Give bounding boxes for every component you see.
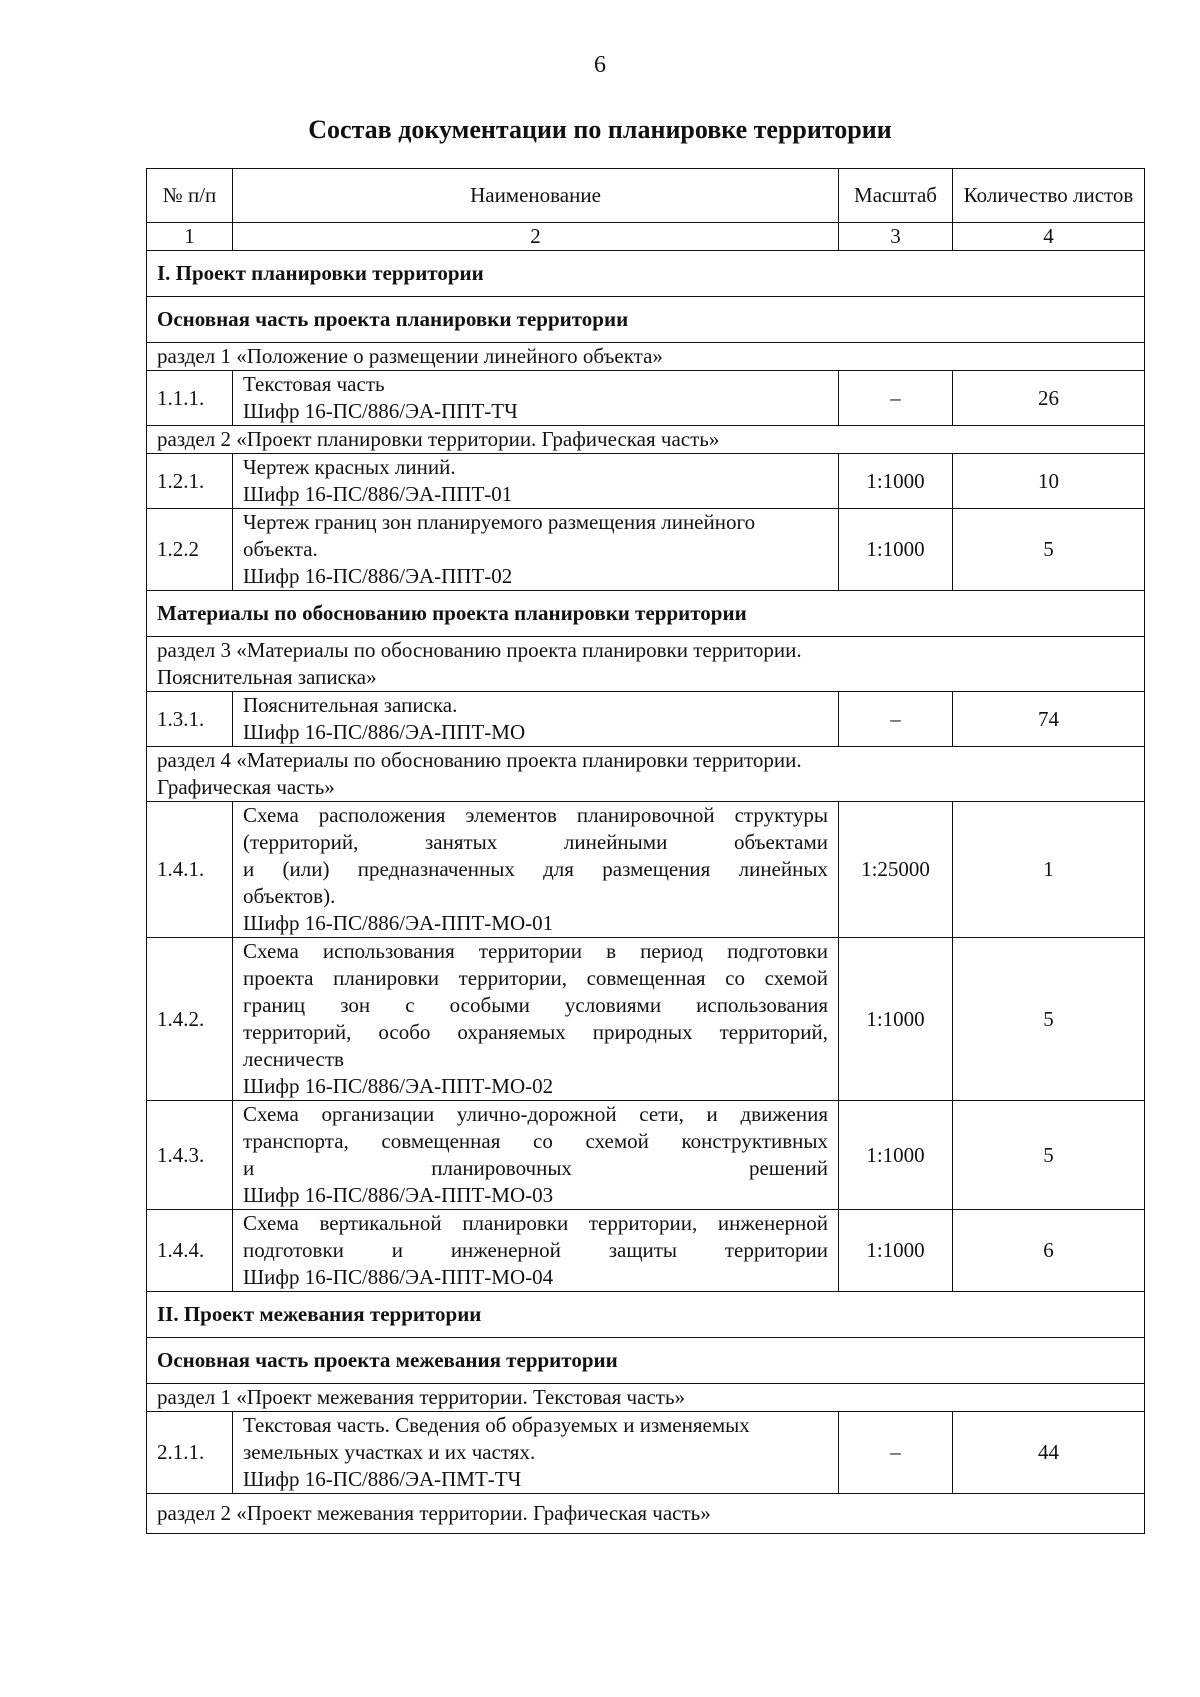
document-title: Состав документации по планировке территории [308, 115, 892, 144]
item-number: 1.4.3. [147, 1101, 233, 1210]
item-scale: 1:1000 [839, 1101, 953, 1210]
text-line: и планировочных решений [243, 1156, 828, 1180]
text-line: Шифр 16-ПС/886/ЭА-ППТ-МО-03 [243, 1183, 554, 1207]
table-row [147, 371, 1145, 426]
item-name [233, 1101, 839, 1210]
item-name [233, 509, 839, 591]
text-line: Шифр 16-ПС/886/ЭА-ППТ-МО-01 [243, 911, 554, 935]
item-number: 2.1.1. [147, 1412, 233, 1494]
item-number: 1.2.1. [147, 454, 233, 509]
item-sheets: 10 [953, 454, 1145, 509]
table-row [147, 938, 1145, 1101]
text-line: объектов). [243, 884, 336, 908]
part-title [147, 1494, 1145, 1534]
part-row [147, 426, 1145, 454]
text-line: раздел 2 «Проект планировки территории. Графическая часть» [157, 427, 720, 451]
item-scale: 1:1000 [839, 938, 953, 1101]
text-line: Чертеж границ зон планируемого размещения линейного [243, 510, 756, 534]
item-sheets: 1 [953, 802, 1145, 938]
header-index-3: 3 [839, 223, 953, 251]
item-scale: 1:1000 [839, 1210, 953, 1292]
part-title [147, 1384, 1145, 1412]
text-line: Пояснительная записка. [243, 693, 458, 717]
item-sheets: 5 [953, 938, 1145, 1101]
text-line: Шифр 16-ПС/886/ЭА-ПМТ-ТЧ [243, 1467, 522, 1491]
item-name [233, 1210, 839, 1292]
table-row [147, 1101, 1145, 1210]
part-title [147, 343, 1145, 371]
item-number: 1.4.1. [147, 802, 233, 938]
text-line: границ зон с особыми условиями использования [243, 993, 828, 1017]
section-heading [147, 251, 1145, 297]
item-sheets: 5 [953, 509, 1145, 591]
text-line: раздел 2 «Проект межевания территории. Графическая часть» [157, 1501, 711, 1525]
text-line: Схема расположения элементов планировочной структуры [243, 803, 828, 827]
item-scale: 1:1000 [839, 454, 953, 509]
text-line: I. Проект планировки территории [157, 261, 484, 285]
text-line: Шифр 16-ПС/886/ЭА-ППТ-ТЧ [243, 399, 518, 423]
item-scale: – [839, 371, 953, 426]
subsection-row [147, 297, 1145, 343]
item-sheets: 6 [953, 1210, 1145, 1292]
text-line: Шифр 16-ПС/886/ЭА-ППТ-МО [243, 720, 526, 744]
text-line: лесничеств [243, 1047, 344, 1071]
table-row [147, 509, 1145, 591]
table-row [147, 1210, 1145, 1292]
header-number: № п/п [147, 169, 233, 223]
table-row [147, 454, 1145, 509]
part-row [147, 343, 1145, 371]
text-line: Схема использования территории в период подготовки [243, 939, 828, 963]
part-row [147, 1494, 1145, 1534]
header-index-4: 4 [953, 223, 1145, 251]
header-index-row [147, 223, 1145, 251]
table-row [147, 802, 1145, 938]
text-line: Схема организации улично-дорожной сети, и движения [243, 1102, 828, 1126]
item-name [233, 802, 839, 938]
text-line: объекта. [243, 537, 318, 561]
item-number: 1.4.2. [147, 938, 233, 1101]
section-heading [147, 1292, 1145, 1338]
item-sheets: 44 [953, 1412, 1145, 1494]
text-line: (территорий, занятых линейными объектами [243, 830, 828, 854]
item-sheets: 5 [953, 1101, 1145, 1210]
header-row [147, 169, 1145, 223]
text-line: Пояснительная записка» [157, 665, 377, 689]
text-line: территорий, особо охраняемых природных территорий, [243, 1020, 828, 1044]
item-scale: – [839, 692, 953, 747]
item-number: 1.2.2 [147, 509, 233, 591]
item-scale: – [839, 1412, 953, 1494]
text-line: Графическая часть» [157, 775, 335, 799]
text-line: Шифр 16-ПС/886/ЭА-ППТ-02 [243, 564, 513, 588]
text-line: земельных участках и их частях. [243, 1440, 536, 1464]
text-line: Основная часть проекта планировки территории [157, 307, 629, 331]
header-index-2: 2 [233, 223, 839, 251]
part-title [147, 747, 1145, 802]
table-row [147, 692, 1145, 747]
text-line: Текстовая часть [243, 372, 385, 396]
text-line: Материалы по обоснованию проекта планировки территории [157, 601, 747, 625]
item-scale: 1:25000 [839, 802, 953, 938]
part-row [147, 1384, 1145, 1412]
text-line: раздел 1 «Положение о размещении линейного объекта» [157, 344, 663, 368]
header-sheets: Количество листов [953, 169, 1145, 223]
section-row [147, 251, 1145, 297]
text-line: Шифр 16-ПС/886/ЭА-ППТ-МО-04 [243, 1265, 554, 1289]
item-number: 1.3.1. [147, 692, 233, 747]
part-title [147, 426, 1145, 454]
subsection-heading [147, 591, 1145, 637]
item-name [233, 371, 839, 426]
text-line: Текстовая часть. Сведения об образуемых и изменяемых [243, 1413, 750, 1437]
item-number: 1.4.4. [147, 1210, 233, 1292]
header-scale: Масштаб [839, 169, 953, 223]
item-scale: 1:1000 [839, 509, 953, 591]
text-line: Основная часть проекта межевания территории [157, 1348, 618, 1372]
text-line: Схема вертикальной планировки территории, инженерной [243, 1211, 828, 1235]
table-body [147, 251, 1145, 1534]
part-row [147, 747, 1145, 802]
subsection-row [147, 591, 1145, 637]
table-row [147, 1412, 1145, 1494]
page-number: 6 [594, 52, 606, 78]
text-line: раздел 3 «Материалы по обоснованию проекта планировки территории. [157, 638, 802, 662]
item-name [233, 454, 839, 509]
section-row [147, 1292, 1145, 1338]
text-line: Чертеж красных линий. [243, 455, 456, 479]
header-name: Наименование [233, 169, 839, 223]
part-title [147, 637, 1145, 692]
subsection-row [147, 1338, 1145, 1384]
header-index-1: 1 [147, 223, 233, 251]
text-line: Шифр 16-ПС/886/ЭА-ППТ-МО-02 [243, 1074, 554, 1098]
subsection-heading [147, 297, 1145, 343]
item-name [233, 1412, 839, 1494]
item-name [233, 938, 839, 1101]
text-line: и (или) предназначенных для размещения линейных [243, 857, 828, 881]
text-line: проекта планировки территории, совмещенная со схемой [243, 966, 828, 990]
part-row [147, 637, 1145, 692]
documentation-table [146, 168, 1145, 1534]
item-name [233, 692, 839, 747]
subsection-heading [147, 1338, 1145, 1384]
item-number: 1.1.1. [147, 371, 233, 426]
text-line: подготовки и инженерной защиты территории [243, 1238, 828, 1262]
text-line: транспорта, совмещенная со схемой конструктивных [243, 1129, 828, 1153]
text-line: II. Проект межевания территории [157, 1302, 482, 1326]
item-sheets: 74 [953, 692, 1145, 747]
text-line: Шифр 16-ПС/886/ЭА-ППТ-01 [243, 482, 513, 506]
text-line: раздел 1 «Проект межевания территории. Текстовая часть» [157, 1385, 686, 1409]
item-sheets: 26 [953, 371, 1145, 426]
text-line: раздел 4 «Материалы по обоснованию проекта планировки территории. [157, 748, 802, 772]
